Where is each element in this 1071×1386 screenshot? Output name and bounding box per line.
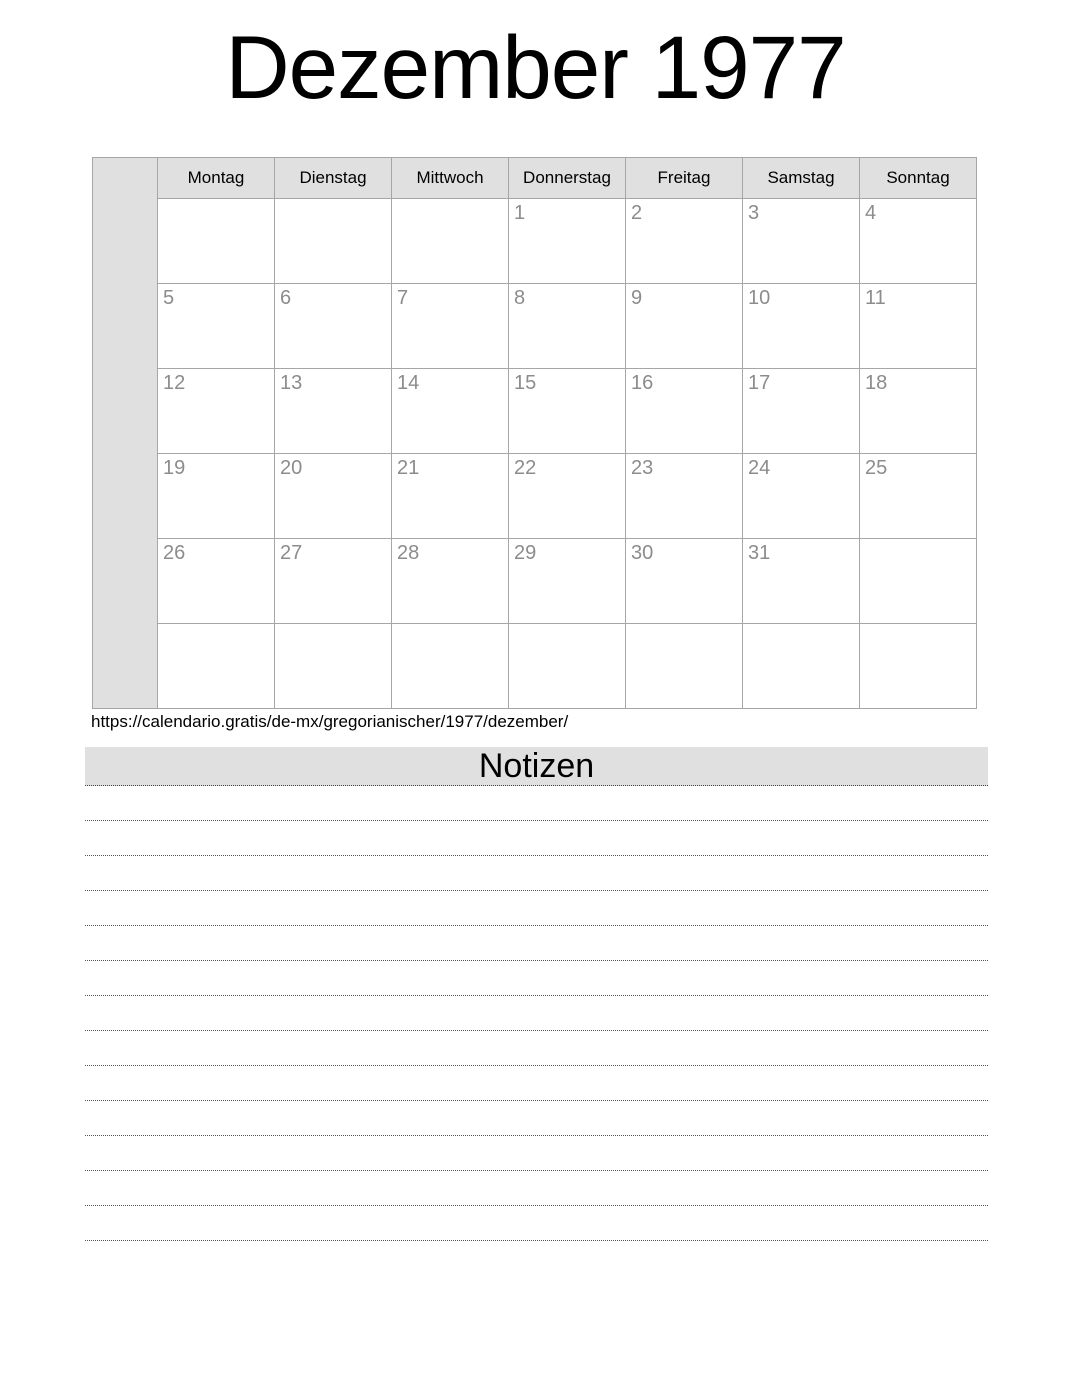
notes-section <box>85 747 988 1241</box>
day-cell <box>275 199 392 284</box>
note-line <box>85 1031 988 1066</box>
day-cell: 17 <box>743 369 860 454</box>
note-line <box>85 996 988 1031</box>
week-row-6 <box>93 624 977 709</box>
day-cell: 6 <box>275 284 392 369</box>
day-cell: 31 <box>743 539 860 624</box>
notes-title: Notizen <box>478 747 595 785</box>
day-cell <box>860 539 977 624</box>
note-line <box>85 961 988 996</box>
week-row-1 <box>93 199 977 284</box>
week-row-2 <box>93 284 977 369</box>
note-line <box>85 926 988 961</box>
note-line <box>85 1066 988 1101</box>
day-cell <box>158 199 275 284</box>
day-cell <box>392 624 509 709</box>
day-cell: 13 <box>275 369 392 454</box>
day-cell: 27 <box>275 539 392 624</box>
day-cell <box>626 624 743 709</box>
weekday-header-mittwoch: Mittwoch <box>392 158 509 199</box>
weekday-header-samstag: Samstag <box>743 158 860 199</box>
day-cell <box>860 624 977 709</box>
day-cell: 16 <box>626 369 743 454</box>
day-cell <box>275 624 392 709</box>
weekday-header-donnerstag: Donnerstag <box>509 158 626 199</box>
week-row-3 <box>93 369 977 454</box>
day-cell <box>158 624 275 709</box>
day-cell: 12 <box>158 369 275 454</box>
side-column <box>93 158 158 709</box>
day-cell: 1 <box>509 199 626 284</box>
day-cell: 5 <box>158 284 275 369</box>
note-line <box>85 891 988 926</box>
day-cell <box>509 624 626 709</box>
day-cell: 23 <box>626 454 743 539</box>
day-cell: 4 <box>860 199 977 284</box>
day-cell <box>743 624 860 709</box>
day-cell: 29 <box>509 539 626 624</box>
day-cell: 24 <box>743 454 860 539</box>
day-cell: 26 <box>158 539 275 624</box>
day-cell: 8 <box>509 284 626 369</box>
day-cell: 19 <box>158 454 275 539</box>
day-cell: 15 <box>509 369 626 454</box>
day-cell: 21 <box>392 454 509 539</box>
weekday-header-sonntag: Sonntag <box>860 158 977 199</box>
weekday-header-row <box>93 158 977 199</box>
week-row-4 <box>93 454 977 539</box>
day-cell: 14 <box>392 369 509 454</box>
page-title: Dezember 1977 <box>225 17 846 117</box>
note-line <box>85 1171 988 1206</box>
day-cell: 2 <box>626 199 743 284</box>
day-cell: 18 <box>860 369 977 454</box>
day-cell: 3 <box>743 199 860 284</box>
note-line <box>85 1206 988 1241</box>
note-line <box>85 1136 988 1171</box>
note-line <box>85 1101 988 1136</box>
day-cell: 10 <box>743 284 860 369</box>
day-cell: 22 <box>509 454 626 539</box>
day-cell: 11 <box>860 284 977 369</box>
note-line <box>85 821 988 856</box>
day-cell: 9 <box>626 284 743 369</box>
weekday-header-freitag: Freitag <box>626 158 743 199</box>
weekday-header-dienstag: Dienstag <box>275 158 392 199</box>
day-cell <box>392 199 509 284</box>
source-url-text: https://calendario.gratis/de-mx/gregorianischer/1977/dezember/ <box>91 712 569 731</box>
day-cell: 20 <box>275 454 392 539</box>
week-row-5 <box>93 539 977 624</box>
calendar-table <box>92 157 977 709</box>
day-cell: 30 <box>626 539 743 624</box>
note-line <box>85 856 988 891</box>
note-line <box>85 786 988 821</box>
notes-header <box>85 747 988 786</box>
weekday-header-montag: Montag <box>158 158 275 199</box>
day-cell: 28 <box>392 539 509 624</box>
day-cell: 7 <box>392 284 509 369</box>
day-cell: 25 <box>860 454 977 539</box>
